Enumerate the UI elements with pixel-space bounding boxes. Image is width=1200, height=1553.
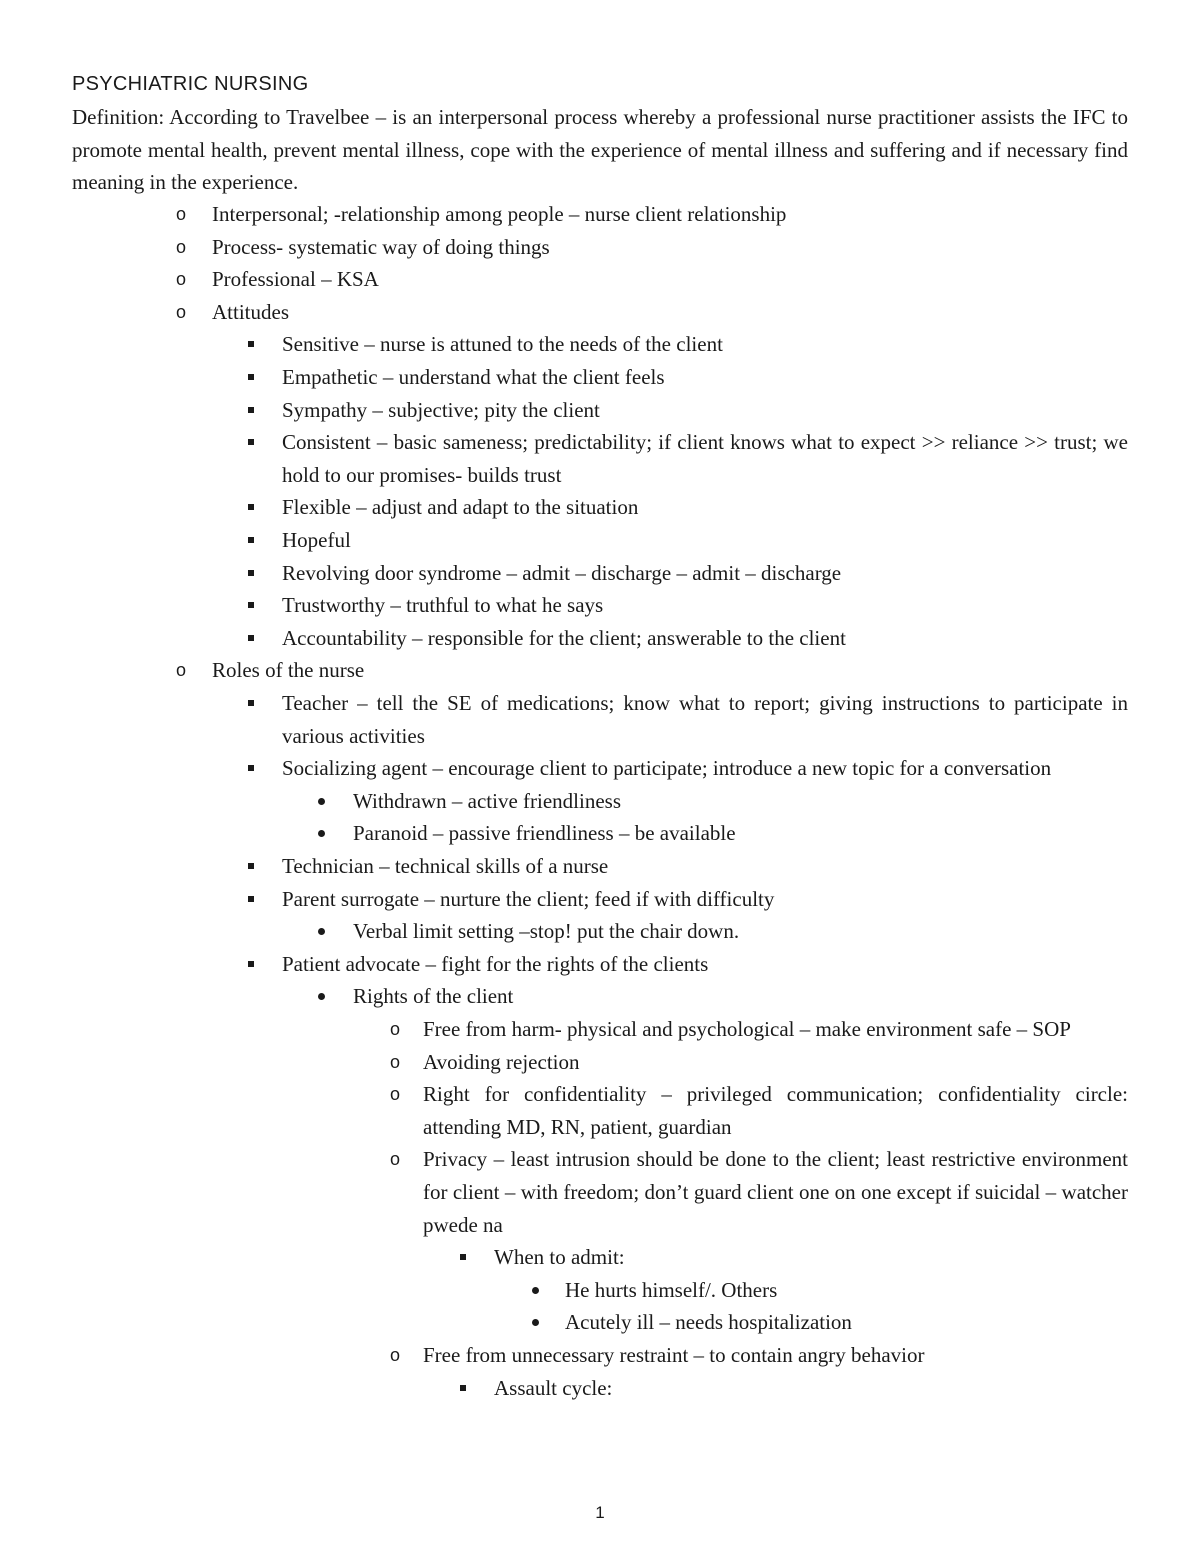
square-bullet-icon	[248, 635, 254, 641]
list-item: Process- systematic way of doing things	[212, 234, 550, 259]
square-bullet-icon	[460, 1385, 466, 1391]
list-item: Privacy – least intrusion should be done to the client; least restrictive environment for client – with freedom; don’t guard client one on one except if suicidal – watcher pwede na	[423, 1147, 1128, 1237]
list-item: Right for confidentiality – privileged communication; confidentiality circle: attending MD, RN, patient, guardian	[423, 1082, 1128, 1139]
list-item: Assault cycle:	[494, 1375, 613, 1400]
list-item: Sympathy – subjective; pity the client	[282, 397, 600, 422]
round-bullet-icon	[532, 1287, 539, 1294]
list-item: Withdrawn – active friendliness	[353, 788, 621, 813]
list-item: He hurts himself/. Others	[565, 1277, 778, 1302]
square-bullet-icon	[248, 700, 254, 706]
square-bullet-icon	[248, 341, 254, 347]
hollow-bullet-icon: o	[390, 1345, 401, 1365]
square-bullet-icon	[248, 570, 254, 576]
list-item: Patient advocate – fight for the rights of the clients	[282, 951, 709, 976]
hollow-bullet-icon: o	[176, 301, 187, 322]
round-bullet-icon	[318, 928, 325, 935]
definition-paragraph: Definition: According to Travelbee – is an interpersonal process whereby a professional nurse practitioner assists the IFC to promote mental health, prevent mental illness, cope with the experience of mental illness and suffering and if necessary find meaning in the experience.	[72, 105, 1128, 195]
list-item: Sensitive – nurse is attuned to the needs of the client	[282, 332, 723, 357]
square-bullet-icon	[248, 896, 254, 902]
hollow-bullet-icon: o	[390, 1084, 401, 1105]
list-item: When to admit:	[494, 1245, 625, 1270]
list-item: Hopeful	[282, 528, 351, 552]
round-bullet-icon	[318, 798, 325, 805]
list-item: Attitudes	[212, 299, 289, 324]
hollow-bullet-icon: o	[390, 1149, 401, 1170]
list-item: Trustworthy – truthful to what he says	[282, 593, 604, 618]
document-title: PSYCHIATRIC NURSING	[72, 73, 309, 95]
list-item: Socializing agent – encourage client to participate; introduce a new topic for a conversation	[282, 756, 1052, 781]
square-bullet-icon	[248, 407, 254, 413]
round-bullet-icon	[532, 1319, 539, 1326]
list-item: Verbal limit setting –stop! put the chair down.	[353, 919, 740, 944]
list-item: Acutely ill – needs hospitalization	[565, 1310, 852, 1335]
square-bullet-icon	[248, 863, 254, 869]
list-item: Revolving door syndrome – admit – discharge – admit – discharge	[282, 560, 842, 585]
list-item: Free from harm- physical and psychological – make environment safe – SOP	[423, 1017, 1071, 1041]
list-item: Professional – KSA	[212, 267, 379, 292]
list-item: Empathetic – understand what the client feels	[282, 365, 665, 389]
list-item: Parent surrogate – nurture the client; feed if with difficulty	[282, 886, 775, 911]
square-bullet-icon	[248, 602, 254, 608]
list-item: Teacher – tell the SE of medications; know what to report; giving instructions to participate in various activities	[282, 691, 1128, 748]
list-item: Roles of the nurse	[212, 658, 365, 683]
square-bullet-icon	[248, 961, 254, 967]
square-bullet-icon	[248, 374, 254, 380]
list-item: Technician – technical skills of a nurse	[282, 854, 609, 878]
list-item: Rights of the client	[353, 984, 514, 1009]
square-bullet-icon	[248, 765, 254, 771]
round-bullet-icon	[318, 830, 325, 837]
hollow-bullet-icon: o	[176, 660, 187, 681]
square-bullet-icon	[248, 439, 254, 445]
list-item: Accountability – responsible for the client; answerable to the client	[282, 625, 846, 650]
list-item: Paranoid – passive friendliness – be available	[353, 821, 736, 846]
list-item: Interpersonal; -relationship among people – nurse client relationship	[212, 202, 787, 226]
round-bullet-icon	[318, 993, 325, 1000]
list-item: Flexible – adjust and adapt to the situation	[282, 495, 639, 520]
square-bullet-icon	[248, 537, 254, 543]
hollow-bullet-icon: o	[176, 269, 187, 290]
hollow-bullet-icon: o	[176, 236, 187, 257]
list-item: Avoiding rejection	[423, 1049, 580, 1074]
hollow-bullet-icon: o	[176, 204, 187, 224]
hollow-bullet-icon: o	[390, 1019, 401, 1039]
page-number: 1	[595, 1503, 605, 1522]
list-item: Free from unnecessary restraint – to contain angry behavior	[423, 1343, 925, 1367]
square-bullet-icon	[248, 504, 254, 510]
list-item: Consistent – basic sameness; predictability; if client knows what to expect >> reliance >> trust; we hold to our promises- builds trust	[282, 430, 1128, 487]
square-bullet-icon	[460, 1254, 466, 1260]
hollow-bullet-icon: o	[390, 1051, 401, 1072]
